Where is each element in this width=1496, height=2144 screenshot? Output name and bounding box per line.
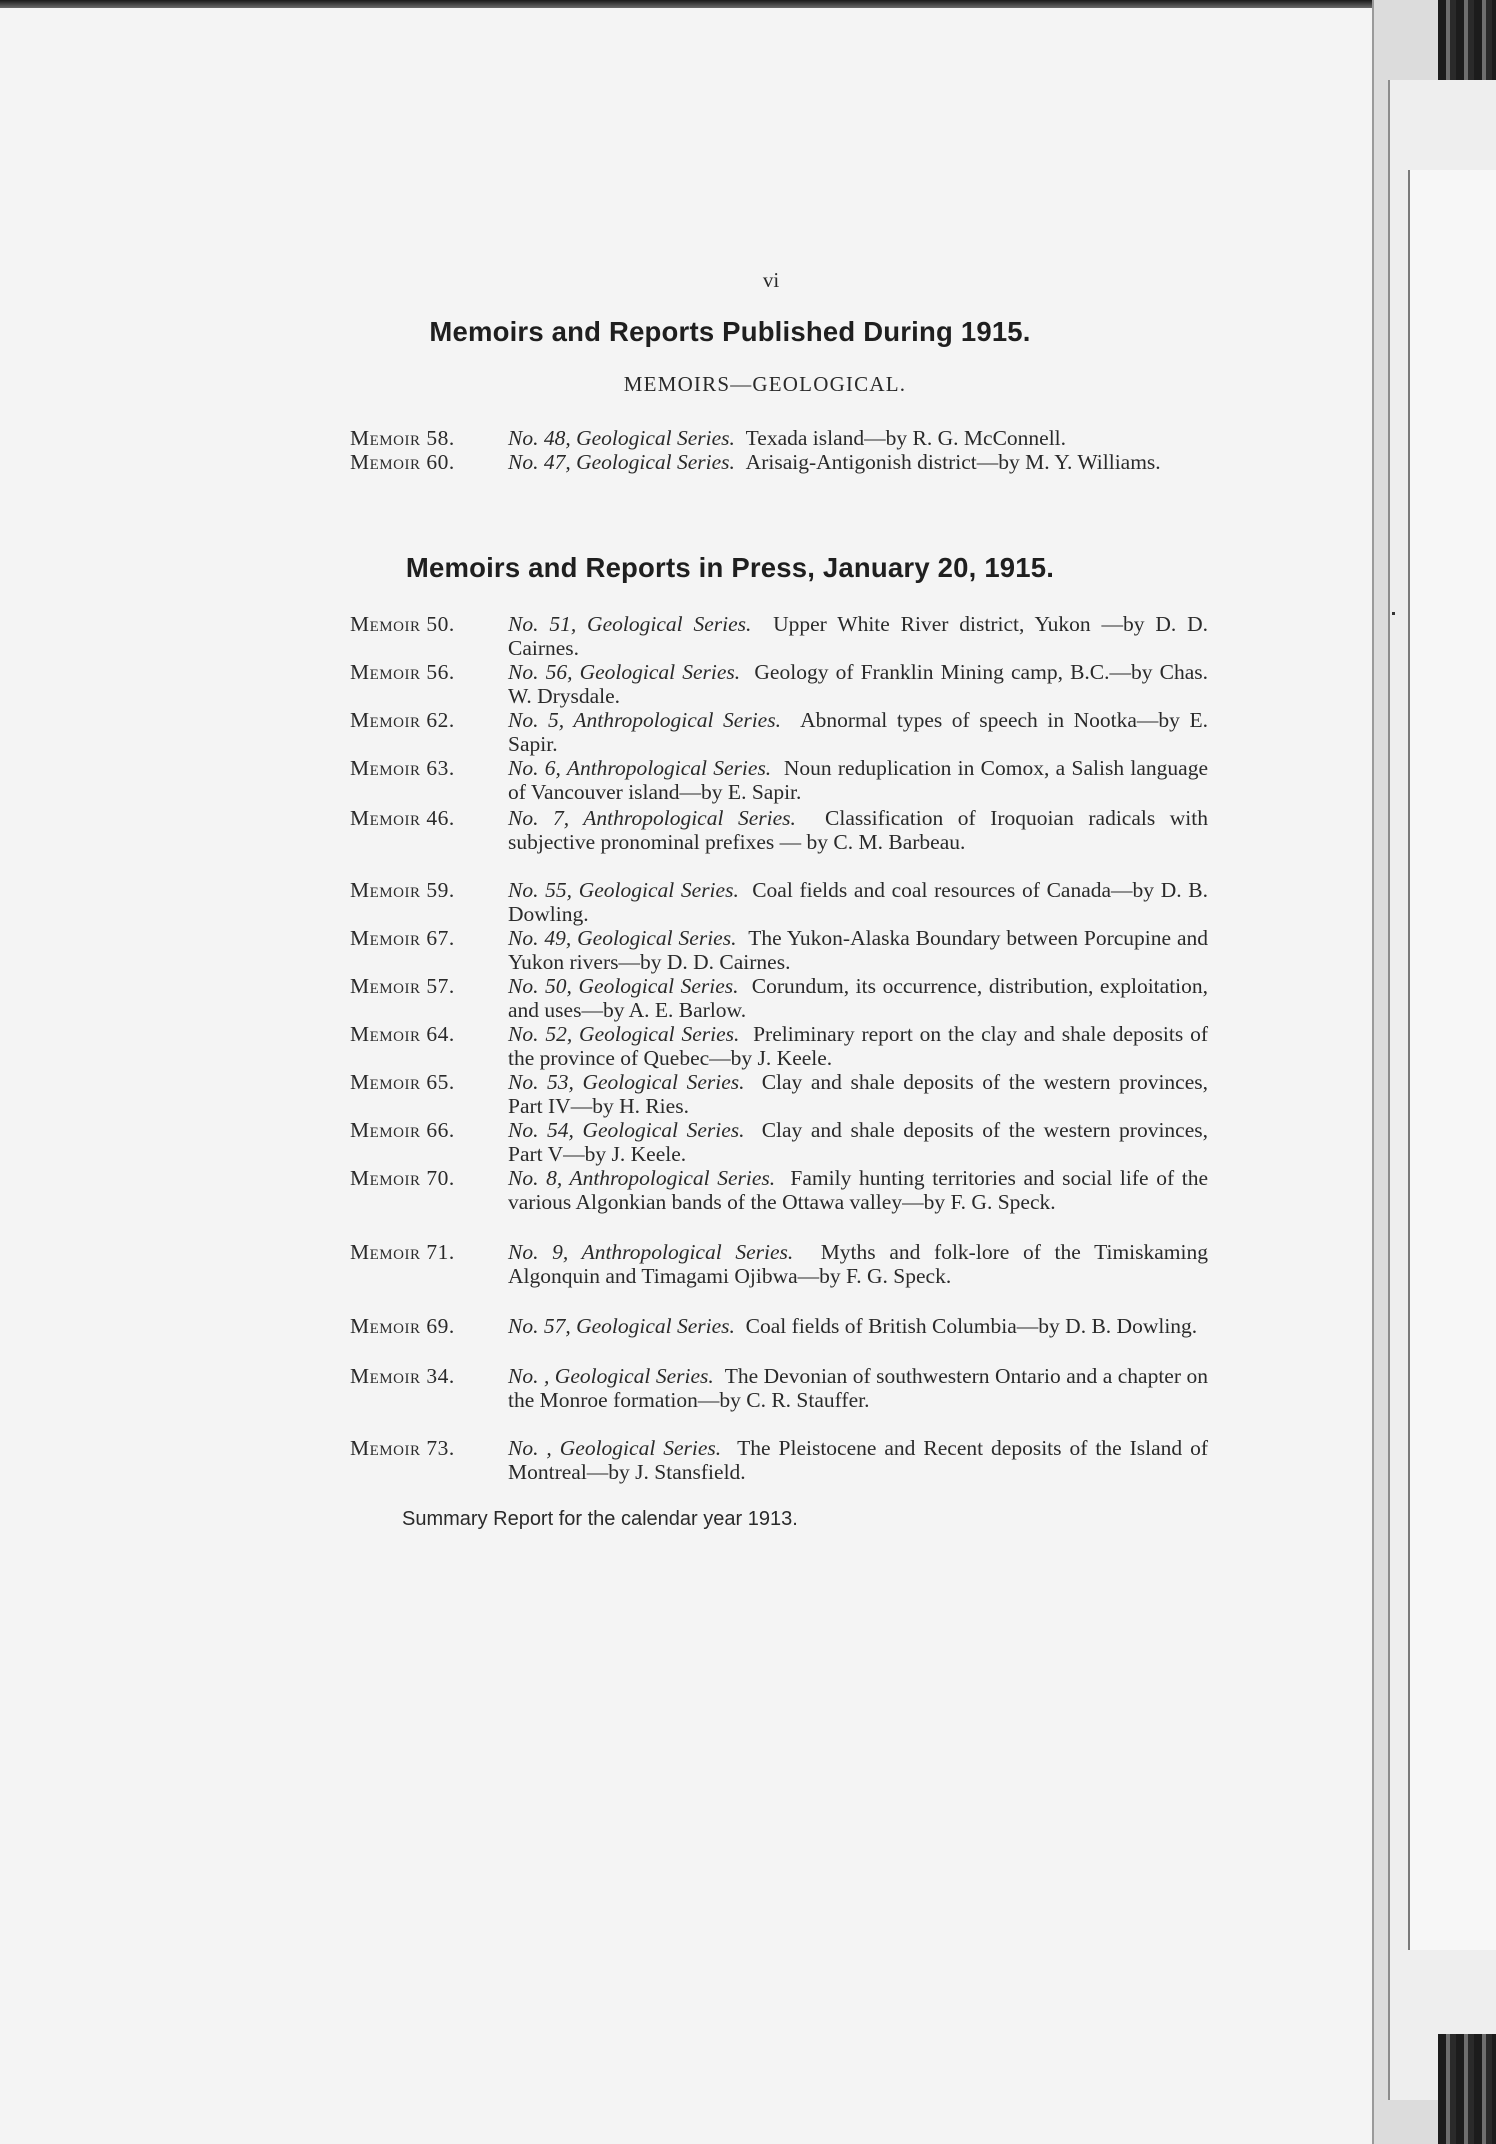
entry-text: The Yukon-Alaska Boundary between Porcupine and Yukon rivers—by D. D. Cairnes. (508, 926, 1208, 974)
memoir-label: Memoir 65. (350, 1070, 455, 1094)
page-number: vi (762, 268, 780, 292)
entry-text: The Devonian of southwestern Ontario and a chapter on the Monroe formation—by C. R. Stauffer. (508, 1364, 1208, 1412)
entry-text: Coal fields and coal resources of Canada—by D. B. Dowling. (508, 878, 1209, 926)
entry-text: The Pleistocene and Recent deposits of the Island of Montreal—by J. Stansfield. (508, 1436, 1209, 1484)
series-name: No. 48, Geological Series. (508, 426, 735, 450)
series-name: No. 5, Anthropological Series. (508, 708, 781, 732)
memoir-label: Memoir 63. (350, 756, 455, 780)
memoir-label: Memoir 34. (350, 1364, 455, 1388)
series-name: No. 52, Geological Series. (508, 1022, 740, 1046)
entry-text: Myths and folk-lore of the Timiskaming Algonquin and Timagami Ojibwa—by F. G. Speck. (508, 1240, 1209, 1288)
memoir-label: Memoir 64. (350, 1022, 455, 1046)
memoir-label: Memoir 57. (350, 974, 455, 998)
series-name: No. 50, Geological Series. (508, 974, 739, 998)
memoir-label: Memoir 62. (350, 708, 455, 732)
section1-subheading: MEMOIRS—GEOLOGICAL. (623, 372, 907, 396)
series-name: No. 7, Anthropological Series. (508, 806, 796, 830)
series-name: No. 55, Geological Series. (508, 878, 739, 902)
memoir-label: Memoir 60. (350, 450, 455, 474)
entry-text: Corundum, its occurrence, distribution, exploitation, and uses—by A. E. Barlow. (508, 974, 1209, 1022)
memoir-label: Memoir 69. (350, 1314, 455, 1338)
book-spine-edge (1372, 0, 1496, 2144)
series-name: No. 51, Geological Series. (508, 612, 752, 636)
entry-text: Abnormal types of speech in Nootka—by E. Sapir. (508, 708, 1208, 756)
series-name: No. 47, Geological Series. (508, 450, 735, 474)
entry-text: Geology of Franklin Mining camp, B.C.—by Chas. W. Drysdale. (508, 660, 1208, 708)
series-name: No. 53, Geological Series. (508, 1070, 745, 1094)
section1-heading: Memoirs and Reports Published During 1915. (429, 316, 1031, 347)
memoir-label: Memoir 73. (350, 1436, 455, 1460)
entry-text: Upper White River district, Yukon —by D. D. Cairnes. (508, 612, 1208, 660)
memoir-label: Memoir 46. (350, 806, 455, 830)
entry-text: Arisaig-Antigonish district—by M. Y. Williams. (745, 450, 1161, 474)
series-name: No. , Geological Series. (508, 1364, 714, 1388)
entry-text: Preliminary report on the clay and shale deposits of the province of Quebec—by J. Keele. (508, 1022, 1208, 1070)
series-name: No. 8, Anthropological Series. (508, 1166, 776, 1190)
entry-text: Clay and shale deposits of the western provinces, Part V—by J. Keele. (508, 1118, 1209, 1166)
memoir-label: Memoir 58. (350, 426, 455, 450)
series-name: No. 49, Geological Series. (508, 926, 737, 950)
memoir-label: Memoir 59. (350, 878, 455, 902)
series-name: No. 9, Anthropological Series. (508, 1240, 794, 1264)
entry-text: Texada island—by R. G. McConnell. (745, 426, 1067, 450)
entry-text: Classification of Iroquoian radicals with subjective pronominal prefixes — by C. M. Barbeau. (508, 806, 1208, 854)
entry-text: Noun reduplication in Comox, a Salish language of Vancouver island—by E. Sapir. (508, 756, 1208, 804)
memoir-label: Memoir 67. (350, 926, 455, 950)
series-name: No. , Geological Series. (508, 1436, 722, 1460)
memoir-label: Memoir 50. (350, 612, 455, 636)
memoir-label: Memoir 70. (350, 1166, 455, 1190)
series-name: No. 57, Geological Series. (508, 1314, 735, 1338)
entry-text: Family hunting territories and social life of the various Algonkian bands of the Ottawa valley—by F. G. Speck. (508, 1166, 1208, 1214)
memoir-label: Memoir 56. (350, 660, 455, 684)
entry-text: Coal fields of British Columbia—by D. B. Dowling. (745, 1314, 1198, 1338)
memoir-label: Memoir 71. (350, 1240, 455, 1264)
entry-text: Clay and shale deposits of the western provinces, Part IV—by H. Ries. (508, 1070, 1209, 1118)
footer-note: Summary Report for the calendar year 1913. (402, 1508, 798, 1530)
memoir-label: Memoir 66. (350, 1118, 455, 1142)
series-name: No. 56, Geological Series. (508, 660, 741, 684)
section2-heading: Memoirs and Reports in Press, January 20, 1915. (405, 552, 1055, 583)
series-name: No. 54, Geological Series. (508, 1118, 745, 1142)
book-top-edge (0, 0, 1496, 8)
series-name: No. 6, Anthropological Series. (508, 756, 772, 780)
